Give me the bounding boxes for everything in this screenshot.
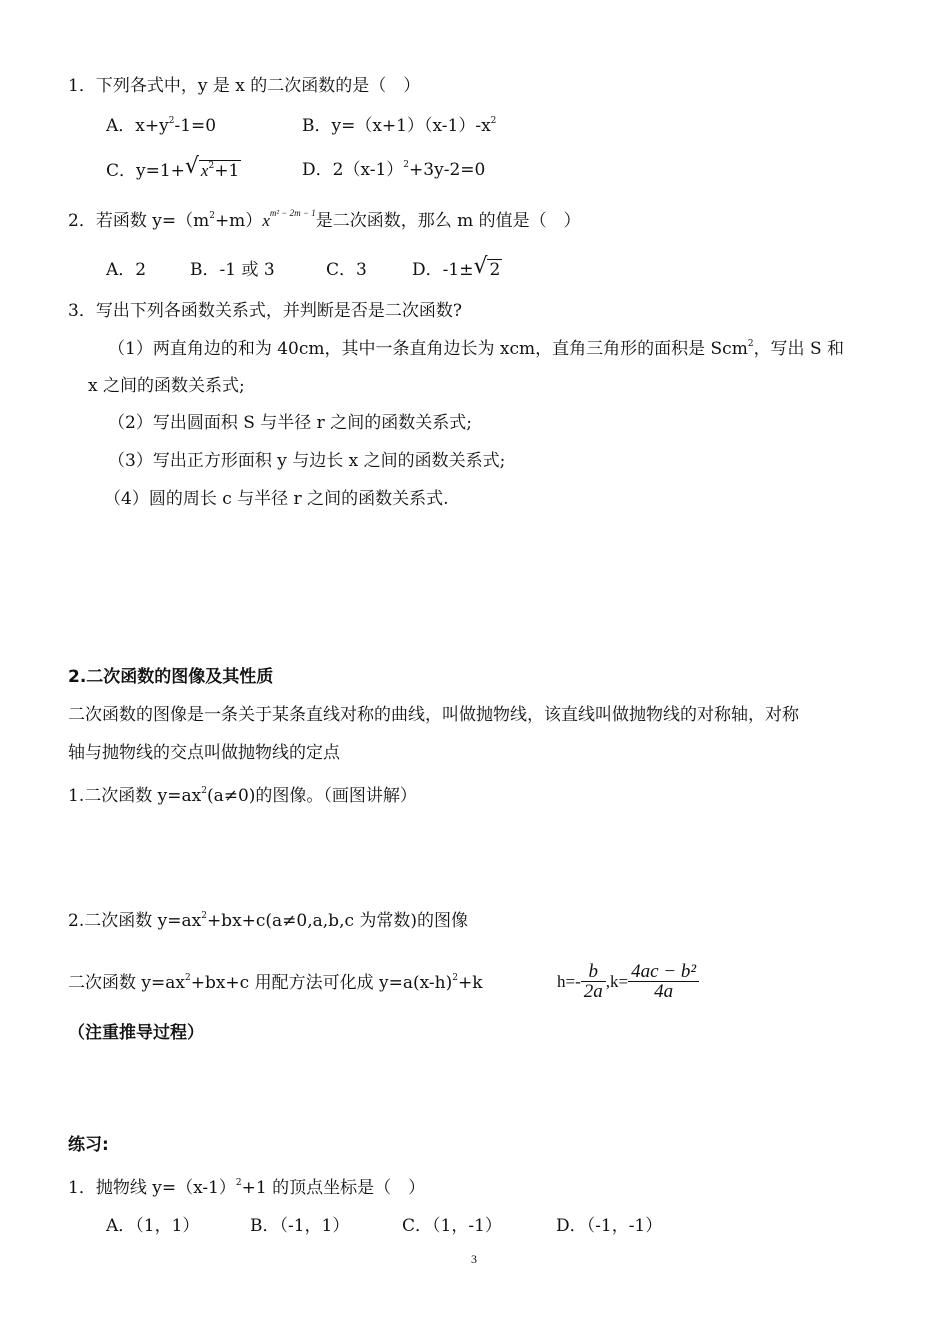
q3-item-4: （4）圆的周长 c 与半径 r 之间的函数关系式. <box>104 489 449 509</box>
q1-option-a: A．$x+y^2-1=0$ <box>106 116 217 136</box>
k-fraction: $\frac{\text{4ac − b²}}{4a}$ <box>628 962 699 1001</box>
derivation-note: （注重推导过程） <box>68 1023 204 1043</box>
q3-item-2: （2）写出圆面积 S 与半径 r 之间的函数关系式; <box>108 413 472 433</box>
q2-option-a: A．2 <box>106 260 147 280</box>
practice-q1-option-a: A．（1，1） <box>106 1216 200 1236</box>
practice-title: 练习: <box>68 1135 109 1155</box>
q1-option-c: C．y=1+ √ $x^2+1$ <box>106 154 240 181</box>
practice-q1-option-c: C．（1，-1） <box>402 1216 502 1236</box>
q1-stem: 1．下列各式中，y 是 x 的二次函数的是（ ） <box>68 76 421 96</box>
q2-option-b: B．-1 或 3 <box>190 260 275 280</box>
section-paragraph-2: 轴与抛物线的交点叫做抛物线的定点 <box>68 743 340 763</box>
practice-q1-option-b: B．（-1，1） <box>250 1216 350 1236</box>
section-paragraph-1: 二次函数的图像是一条关于某条直线对称的曲线，叫做抛物线，该直线叫做抛物线的对称轴，对称 <box>68 705 799 725</box>
practice-q1-option-d: D．（-1，-1） <box>556 1216 663 1236</box>
subsection-2: 2.二次函数 $y=ax^2+bx+c(a\ne 0,a,b,c$ 为常数)的图像 <box>68 911 469 931</box>
vertex-formulas: h=- $\frac{b}{2a}$ ,k= $\frac{\text{4ac − b²}}{4a}$ <box>557 962 699 1001</box>
subsection-1: 1.二次函数 $y=ax^2(a\ne 0)$的图像。（画图讲解） <box>68 786 417 806</box>
q1-option-b: B．$y=(x+1)(x-1)-x^2$ <box>302 116 497 136</box>
sqrt-symbol: √ $x^2+1$ <box>184 154 240 181</box>
q2-stem: 2．若函数 $y=(m^2+m)x^{m^2 - 2m - 1}$是二次函数，那么 m 的值是（ ） <box>68 208 581 231</box>
q3-item-3: （3）写出正方形面积 y 与边长 x 之间的函数关系式; <box>108 451 506 471</box>
q2-option-c: C．3 <box>326 260 367 280</box>
practice-q1-stem: 1．抛物线 $y=(x-1)^2+1$ 的顶点坐标是（ ） <box>68 1178 426 1198</box>
q2-option-d: D．-1± √ 2 <box>412 254 501 280</box>
vertex-form-line: 二次函数 $y=ax^2+bx+c$ 用配方法可化成 $y=a(x-h)^2+k$ <box>68 973 483 993</box>
q1-option-d: D．$2(x-1)^2+3y-2=0$ <box>302 160 486 180</box>
q3-stem: 3．写出下列各函数关系式，并判断是否是二次函数? <box>68 301 462 321</box>
sqrt-symbol: √ 2 <box>473 254 501 280</box>
q3-item-1: （1）两直角边的和为 40cm，其中一条直角边长为 xcm，直角三角形的面积是 Scm$^2$，写出 S 和 <box>108 339 845 359</box>
q3-item-1-cont: x 之间的函数关系式; <box>88 376 245 396</box>
section-title: 2.二次函数的图像及其性质 <box>68 667 274 687</box>
page-number: 3 <box>471 1252 477 1266</box>
h-fraction: $\frac{b}{2a}$ <box>581 962 606 1001</box>
